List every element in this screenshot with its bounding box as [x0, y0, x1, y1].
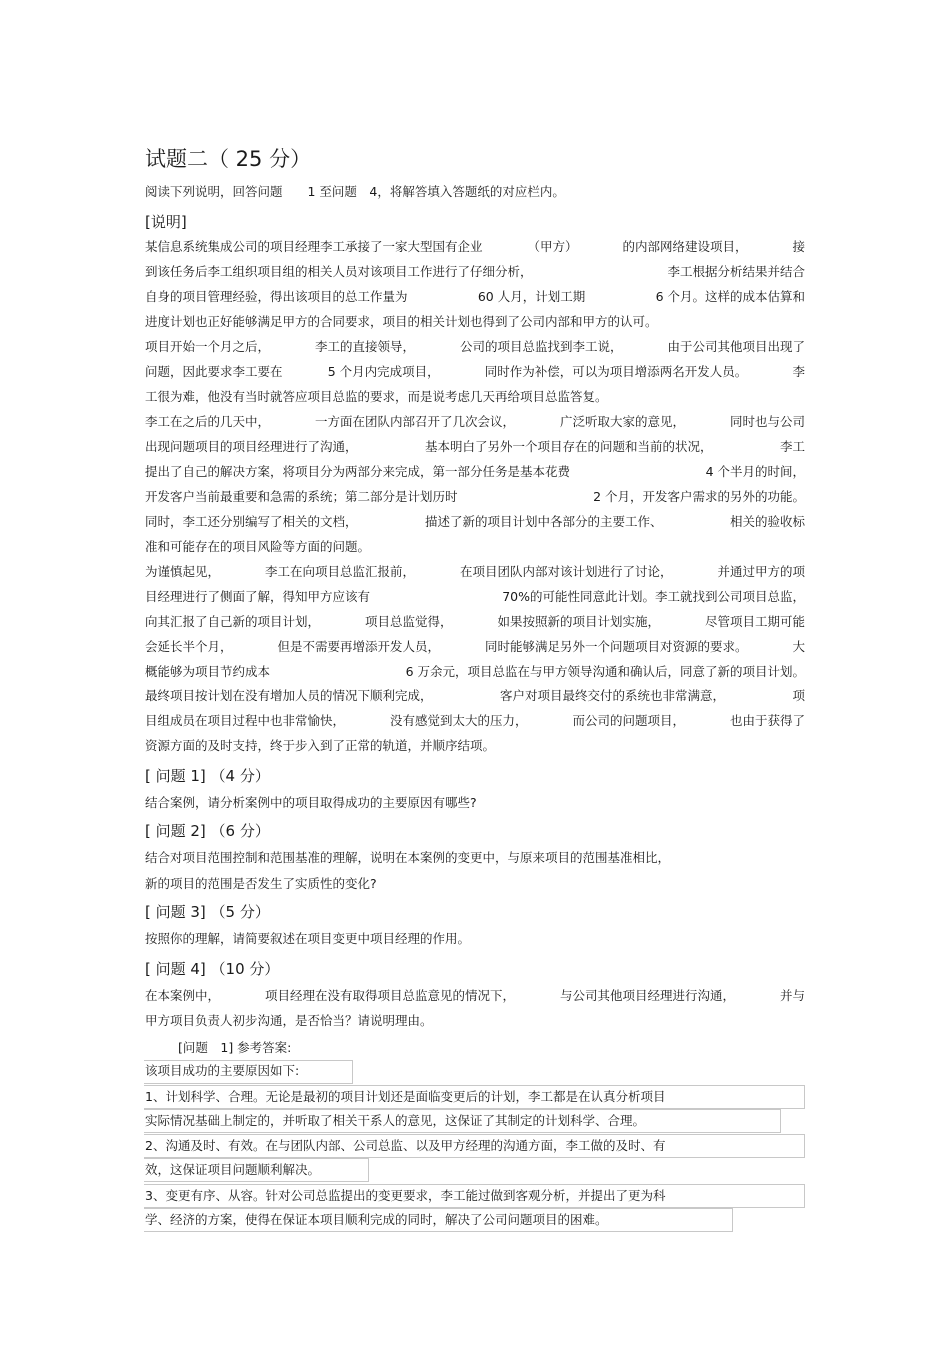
description-line: [145, 389, 608, 405]
text-segment: 大: [792, 639, 805, 654]
text-segment: 准和可能存在的项目风险等方面的问题。: [145, 539, 371, 554]
description-line: [145, 239, 805, 255]
text-segment: 李: [792, 364, 805, 379]
text-segment: 为谨慎起见，: [145, 564, 221, 579]
text-segment: 接: [792, 239, 805, 254]
text-segment: 提出了自己的解决方案，将项目分为两部分来完成，第一部分任务是基本花费: [145, 464, 571, 479]
question-heading: [ 问题 4] （10 分）: [145, 960, 280, 978]
text-segment: 6 万余元，项目总监在与甲方领导沟通和确认后，同意了新的项目计划。: [405, 664, 805, 679]
text-segment: 并通过甲方的项: [717, 564, 805, 579]
text-segment: 出现问题项目的项目经理进行了沟通，: [145, 439, 358, 454]
question-text: [145, 795, 477, 811]
description-line: [145, 664, 805, 680]
text-segment: 一方面在团队内部召开了几次会议，: [314, 414, 515, 429]
text-segment: 如果按照新的项目计划实施，: [497, 614, 660, 629]
question-heading: [ 问题 1] （4 分）: [145, 767, 270, 785]
description-line: [145, 489, 805, 505]
text-segment: 描述了新的项目计划中各部分的主要工作、: [424, 514, 663, 529]
text-segment: 5 个月内完成项目，: [327, 364, 440, 379]
answer-line: 1、计划科学、合理。无论是最初的项目计划还是面临变更后的计划，李工都是在认真分析项目: [145, 1089, 666, 1104]
text-segment: 基本明白了另外一个项目存在的问题和当前的状况，: [424, 439, 713, 454]
text-segment: 的内部网络建设项目，: [622, 239, 748, 254]
question-heading: [ 问题 2] （6 分）: [145, 822, 270, 840]
description-line: [145, 289, 805, 305]
answer-line: 3、变更有序、从容。针对公司总监提出的变更要求，李工能过做到客观分析，并提出了更为科: [145, 1188, 666, 1203]
text-segment: 向其汇报了自己新的项目计划，: [145, 614, 321, 629]
description-line: [145, 614, 805, 630]
text-segment: 问题，因此要求李工要在: [145, 364, 283, 379]
text-segment: 与公司其他项目经理进行沟通，: [559, 988, 735, 1003]
text-segment: 目经理进行了侧面了解，得知甲方应该有: [145, 589, 371, 604]
text-segment: 甲方项目负责人初步沟通，是否恰当？请说明理由。: [145, 1013, 433, 1028]
text-segment: 项目开始一个月之后，: [145, 339, 271, 354]
text-segment: 进度计划也正好能够满足甲方的合同要求，项目的相关计划也得到了公司内部和甲方的认可。: [145, 314, 658, 329]
text-segment: 公司的项目总监找到李工说，: [459, 339, 623, 354]
text-segment: 但是不需要再增添开发人员，: [277, 639, 440, 654]
text-segment: 没有感觉到太大的压力，: [389, 713, 528, 728]
description-line: [145, 314, 658, 330]
answer-heading: [问题 1] 参考答案:: [178, 1040, 292, 1055]
text-segment: 会延长半个月，: [145, 639, 233, 654]
text-segment: 60 人月，计划工期: [477, 289, 586, 304]
description-line: [145, 738, 495, 754]
answer-line: 效，这保证项目问题顺利解决。: [145, 1162, 321, 1177]
text-segment: 新的项目的范围是否发生了实质性的变化?: [145, 876, 377, 891]
text-segment: 工很为难，他没有当时就答应项目总监的要求，而是说考虑几天再给项目总监答复。: [145, 389, 608, 404]
text-segment: 尽管项目工期可能: [704, 614, 805, 629]
description-line: [145, 564, 805, 580]
text-segment: 目组成员在项目过程中也非常愉快，: [145, 713, 346, 728]
text-segment: 客户对项目最终交付的系统也非常满意，: [499, 688, 725, 703]
answer-line: 2、沟通及时、有效。在与团队内部、公司总监、以及甲方经理的沟通方面，李工做的及时、有: [145, 1138, 666, 1153]
text-segment: 李工: [779, 439, 805, 454]
answer-line: 该项目成功的主要原因如下:: [145, 1063, 300, 1078]
description-line: [145, 539, 370, 555]
text-segment: 广泛听取大家的意见，: [559, 414, 685, 429]
description-line: [145, 688, 805, 704]
description-line: [145, 364, 805, 380]
text-segment: 项目经理在没有取得项目总监意见的情况下，: [264, 988, 515, 1003]
description-line: [145, 589, 805, 605]
text-segment: （甲方）: [527, 239, 578, 254]
text-segment: 项: [792, 688, 805, 703]
text-segment: 概能够为项目节约成本: [145, 664, 271, 679]
text-segment: 也由于获得了: [729, 713, 805, 728]
text-segment: 最终项目按计划在没有增加人员的情况下顺利完成，: [145, 688, 433, 703]
text-segment: 在项目团队内部对该计划进行了讨论，: [459, 564, 673, 579]
text-segment: 4 个半月的时间，: [705, 464, 805, 479]
text-segment: 同时作为补偿，可以为项目增添两名开发人员。: [484, 364, 748, 379]
text-segment: 相关的验收标: [729, 514, 805, 529]
exam-title: 试题二（ 25 分）: [145, 147, 312, 171]
description-line: [145, 414, 805, 430]
text-segment: 结合对项目范围控制和范围基准的理解，说明在本案例的变更中，与原来项目的范围基准相比，: [145, 850, 671, 865]
description-line: [145, 339, 805, 355]
text-segment: 6 个月。这样的成本估算和: [655, 289, 805, 304]
text-segment: 2 个月，开发客户需求的另外的功能。: [593, 489, 805, 504]
text-segment: 70%的可能性同意此计划。李工就找到公司项目总监，: [502, 589, 805, 604]
text-segment: 到该任务后李工组织项目组的相关人员对该项目工作进行了仔细分析，: [145, 264, 533, 279]
text-segment: 按照你的理解，请简要叙述在项目变更中项目经理的作用。: [145, 931, 471, 946]
question-text: [145, 876, 377, 892]
text-segment: 并与: [779, 988, 805, 1003]
question-text: [145, 850, 670, 866]
question-text: [145, 988, 805, 1004]
description-line: [145, 464, 805, 480]
description-line: [145, 514, 805, 530]
text-segment: 李工在之后的几天中，: [145, 414, 271, 429]
text-segment: 自身的项目管理经验，得出该项目的总工作量为: [145, 289, 408, 304]
text-segment: 同时能够满足另外一个问题项目对资源的要求。: [484, 639, 748, 654]
text-segment: 同时，李工还分别编写了相关的文档，: [145, 514, 358, 529]
text-segment: 资源方面的及时支持，终于步入到了正常的轨道，并顺序结项。: [145, 738, 496, 753]
text-segment: 李工的直接领导，: [314, 339, 415, 354]
answer-line: 实际情况基础上制定的，并听取了相关干系人的意见，这保证了其制定的计划科学、合理。: [145, 1113, 646, 1128]
question-heading: [ 问题 3] （5 分）: [145, 903, 270, 921]
question-text: [145, 931, 470, 947]
description-line: [145, 713, 805, 729]
answer-line: 学、经济的方案，使得在保证本项目顺利完成的同时，解决了公司问题项目的困难。: [145, 1212, 608, 1227]
text-segment: 结合案例，请分析案例中的项目取得成功的主要原因有哪些?: [145, 795, 477, 810]
text-segment: 在本案例中，: [145, 988, 221, 1003]
description-line: [145, 264, 805, 280]
question-text: [145, 1013, 433, 1029]
shuoming-heading: [说明]: [145, 213, 187, 231]
intro-text: 阅读下列说明，回答问题 1 至问题 4，将解答填入答题纸的对应栏内。: [145, 184, 565, 199]
text-segment: 而公司的问题项目，: [572, 713, 685, 728]
description-line: [145, 639, 805, 655]
text-segment: 同时也与公司: [729, 414, 805, 429]
text-segment: 李工根据分析结果并结合: [667, 264, 805, 279]
text-segment: 项目总监觉得，: [364, 614, 453, 629]
text-segment: 某信息系统集成公司的项目经理李工承接了一家大型国有企业: [145, 239, 483, 254]
text-segment: 开发客户当前最重要和急需的系统；第二部分是计划历时: [145, 489, 458, 504]
description-line: [145, 439, 805, 455]
text-segment: 由于公司其他项目出现了: [667, 339, 805, 354]
text-segment: 李工在向项目总监汇报前，: [264, 564, 415, 579]
